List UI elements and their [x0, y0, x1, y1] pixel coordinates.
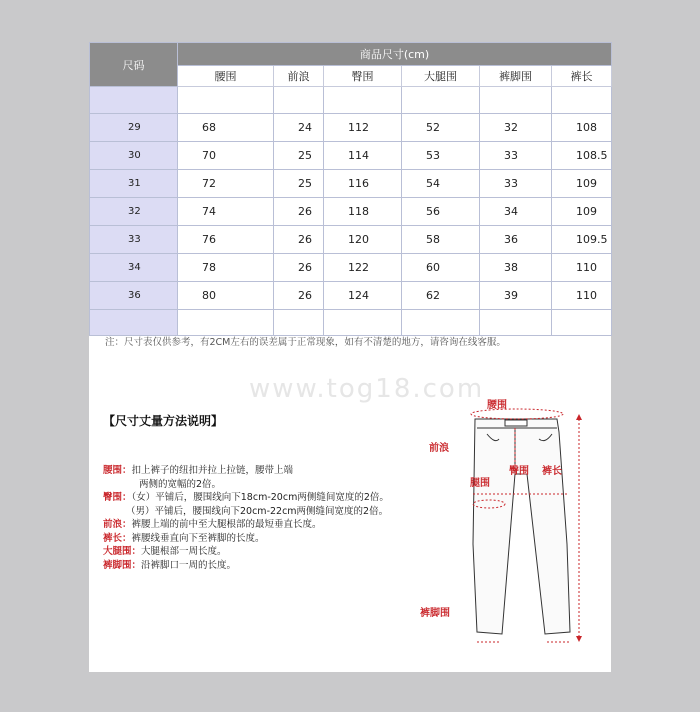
table-row	[90, 310, 612, 336]
size-table-body	[90, 87, 612, 336]
table-cell: 56	[402, 198, 480, 226]
table-cell: 122	[324, 254, 402, 282]
column-header: 腰围	[178, 66, 274, 87]
diagram-label-thigh: 腿围	[470, 478, 490, 489]
definition-text: 裤腰上端的前中至大腿根部的最短垂直长度。	[131, 519, 322, 530]
table-cell	[324, 87, 402, 114]
table-cell: 110	[552, 282, 612, 310]
diagram-label-rise: 前浪	[429, 443, 449, 454]
table-row	[90, 254, 612, 282]
definition-key: 裤脚围：	[103, 559, 142, 571]
watermark: www.tog18.com	[249, 374, 485, 404]
definition-line	[103, 505, 389, 519]
definition-text: （男）平铺后，腰围线向下20cm-22cm两侧缝间宽度的2倍。	[126, 505, 389, 517]
table-cell	[274, 87, 324, 114]
table-row	[90, 114, 612, 142]
table-cell	[480, 310, 552, 336]
table-cell	[552, 87, 612, 114]
column-header: 大腿围	[402, 66, 480, 87]
definition-line	[103, 491, 389, 505]
definition-text: 两侧的宽幅的2倍。	[139, 478, 222, 490]
definition-line	[103, 545, 389, 559]
table-row	[90, 142, 612, 170]
size-cell: 31	[90, 170, 178, 198]
diagram-label-length: 裤长	[542, 466, 562, 477]
table-cell: 74	[178, 198, 274, 226]
table-cell: 26	[274, 282, 324, 310]
definition-key: 大腿围：	[103, 546, 142, 557]
table-cell: 25	[274, 142, 324, 170]
table-cell: 32	[480, 114, 552, 142]
definition-line	[103, 532, 389, 546]
diagram-label-hip: 臀围	[509, 466, 529, 477]
table-cell: 109	[552, 198, 612, 226]
table-cell	[178, 310, 274, 336]
table-cell: 72	[178, 170, 274, 198]
size-cell: 36	[90, 282, 178, 310]
table-cell: 34	[480, 198, 552, 226]
table-cell: 109	[552, 170, 612, 198]
table-cell: 118	[324, 198, 402, 226]
table-cell: 36	[480, 226, 552, 254]
size-cell: 33	[90, 226, 178, 254]
table-cell: 26	[274, 254, 324, 282]
dimensions-group-header: 商品尺寸(cm)	[178, 43, 612, 66]
table-cell: 124	[324, 282, 402, 310]
table-cell: 68	[178, 114, 274, 142]
table-cell: 38	[480, 254, 552, 282]
size-column-header: 尺码	[90, 43, 178, 87]
table-cell	[552, 310, 612, 336]
definition-key: 腰围：	[103, 465, 132, 476]
table-cell: 112	[324, 114, 402, 142]
table-cell: 33	[480, 170, 552, 198]
table-cell: 78	[178, 254, 274, 282]
table-cell: 114	[324, 142, 402, 170]
table-cell: 26	[274, 198, 324, 226]
table-cell: 110	[552, 254, 612, 282]
definition-key: 前浪：	[103, 519, 132, 530]
diagram-label-hem: 裤脚围	[420, 608, 450, 619]
table-row	[90, 282, 612, 310]
size-note: 注：尺寸表仅供参考，有2CM左右的误差属于正常现象，如有不清楚的地方，请咨询在线客服。	[105, 337, 506, 348]
table-cell: 108.5	[552, 142, 612, 170]
table-row	[90, 170, 612, 198]
table-cell: 58	[402, 226, 480, 254]
column-header: 裤长	[552, 66, 612, 87]
table-cell: 52	[402, 114, 480, 142]
definition-line	[103, 518, 389, 532]
table-cell	[480, 87, 552, 114]
pants-diagram	[407, 384, 607, 664]
table-cell: 24	[274, 114, 324, 142]
table-cell: 60	[402, 254, 480, 282]
size-cell: 30	[90, 142, 178, 170]
table-cell: 25	[274, 170, 324, 198]
table-cell	[324, 310, 402, 336]
size-cell: 32	[90, 198, 178, 226]
definition-text: （女）平铺后，腰围线向下18cm-20cm两侧缝间宽度的2倍。	[131, 492, 389, 503]
table-cell: 116	[324, 170, 402, 198]
definition-text: 沿裤脚口一周的长度。	[141, 559, 237, 571]
definition-line	[103, 478, 389, 492]
size-cell	[90, 87, 178, 114]
size-cell	[90, 310, 178, 336]
definition-text: 扣上裤子的纽扣并拉上拉链，腰带上端	[131, 465, 294, 476]
table-cell: 33	[480, 142, 552, 170]
table-cell: 80	[178, 282, 274, 310]
table-cell	[402, 87, 480, 114]
column-header: 裤脚围	[480, 66, 552, 87]
definition-key: 裤长：	[103, 532, 132, 544]
size-cell: 34	[90, 254, 178, 282]
table-cell: 109.5	[552, 226, 612, 254]
table-cell	[402, 310, 480, 336]
table-cell	[178, 87, 274, 114]
table-cell: 120	[324, 226, 402, 254]
definition-text: 裤腰线垂直向下至裤脚的长度。	[131, 532, 265, 544]
table-cell	[274, 310, 324, 336]
column-header: 前浪	[274, 66, 324, 87]
column-header: 臀围	[324, 66, 402, 87]
table-cell: 108	[552, 114, 612, 142]
definition-line	[103, 559, 389, 573]
definition-key: 臀围：	[103, 492, 132, 503]
table-cell: 39	[480, 282, 552, 310]
table-cell: 26	[274, 226, 324, 254]
definition-line	[103, 464, 389, 478]
diagram-label-waist: 腰围	[487, 400, 507, 411]
table-cell: 54	[402, 170, 480, 198]
table-cell: 76	[178, 226, 274, 254]
table-row	[90, 87, 612, 114]
size-cell: 29	[90, 114, 178, 142]
table-row	[90, 226, 612, 254]
table-cell: 62	[402, 282, 480, 310]
size-chart-card	[89, 42, 611, 672]
table-cell: 53	[402, 142, 480, 170]
method-title: 【尺寸丈量方法说明】	[103, 414, 224, 428]
size-table	[89, 42, 612, 336]
definition-text: 大腿根部一周长度。	[141, 546, 227, 557]
table-cell: 70	[178, 142, 274, 170]
measurement-definitions	[103, 464, 389, 572]
table-row	[90, 198, 612, 226]
